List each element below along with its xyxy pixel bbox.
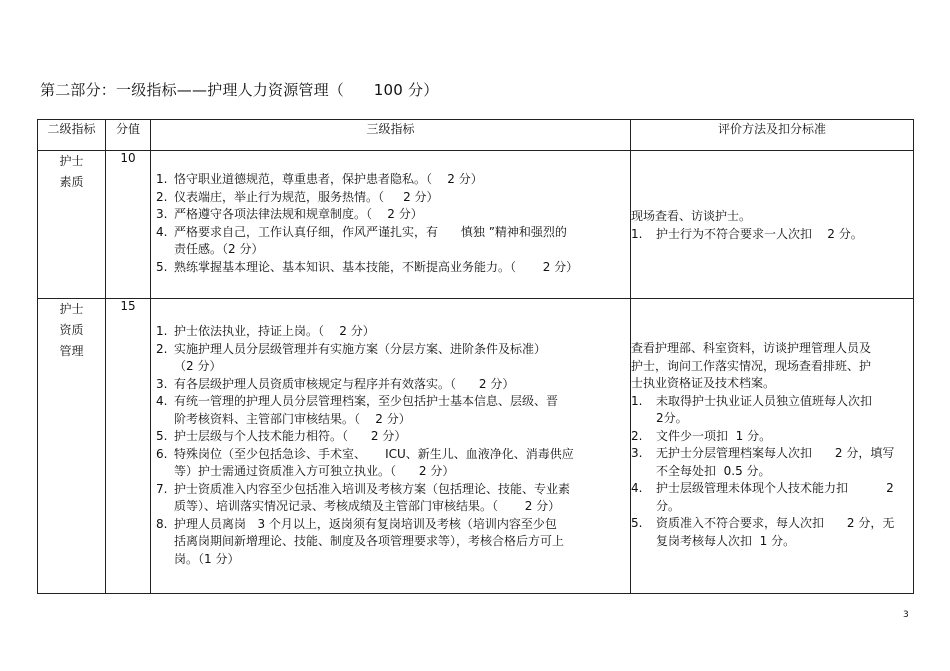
- evaluation-intro: 现场查看、访谈护士。: [631, 209, 752, 223]
- item-text: 有统一管理的护理人员分层管理档案，至少包括护士基本信息、层级、晋 阶考核资料、主管部门审核结果。（ 2 分）: [174, 394, 559, 426]
- list-item: [153, 516, 624, 569]
- item-text: 严格遵守各项法律法规和规章制度。（ 2 分）: [174, 207, 423, 221]
- category-label: 护士 资质 管理: [59, 302, 84, 358]
- list-item: [153, 323, 624, 341]
- item-text: 恪守职业道德规范，尊重患者，保护患者隐私。（ 2 分）: [174, 172, 483, 186]
- list-item: [631, 393, 913, 428]
- item-number: 2.: [631, 428, 643, 443]
- list-item: [153, 171, 624, 189]
- indicators-cell: [151, 299, 631, 594]
- list-item: [153, 428, 624, 446]
- item-number: 2.: [156, 341, 168, 356]
- item-number: 6.: [156, 446, 168, 461]
- item-text: 资质准入不符合要求，每人次扣 2 分，无 复岗考核每人次扣 1 分。: [656, 516, 895, 548]
- evaluation-intro: 查看护理部、科室资料，访谈护理管理人员及 护士，询问工作落实情况，现场查看排班、护 士执业资格证及技术档案。: [631, 341, 872, 390]
- score-cell: 10: [106, 151, 151, 299]
- indicator-list: [151, 299, 630, 568]
- score-cell: 15: [106, 299, 151, 594]
- item-number: 1.: [156, 324, 168, 338]
- item-number: 8.: [156, 516, 168, 531]
- item-number: 3.: [156, 207, 168, 221]
- item-number: 5.: [156, 259, 168, 274]
- indicator-list: [151, 151, 630, 276]
- item-number: 3.: [156, 376, 168, 391]
- item-text: 未取得护士执业证人员独立值班每人次扣 2分。: [656, 393, 873, 425]
- list-item: [153, 224, 624, 259]
- list-item: [631, 480, 913, 515]
- item-number: 1.: [631, 393, 643, 408]
- item-text: 仪表端庄，举止行为规范，服务热情。（ 2 分）: [174, 189, 439, 204]
- header-score: 分值: [106, 120, 151, 151]
- table-header-row: [38, 120, 914, 151]
- indicators-cell: [151, 151, 631, 299]
- item-number: 1.: [156, 172, 168, 186]
- item-text: 护理人员离岗 3 个月以上，返岗须有复岗培训及考核（培训内容至少包 括离岗期间新增理论、技能、制度及各项管理要求等），考核合格后方可上 岗。（1 分）: [174, 516, 565, 566]
- item-text: 严格要求自己，工作认真仔细，作风严谨扎实，有 慎独 ”精神和强烈的 责任感。（2 分）: [174, 224, 567, 256]
- list-item: [153, 259, 624, 277]
- list-item: [153, 341, 624, 376]
- item-number: 1.: [631, 226, 643, 241]
- page-title: 第二部分：一级指标——护理人力资源管理（ 100 分）: [40, 81, 439, 99]
- evaluation-cell: [631, 151, 914, 299]
- item-text: 护士行为不符合要求一人次扣 2 分。: [656, 226, 863, 241]
- table-row-nurse-quality: [38, 151, 914, 299]
- list-item: [153, 206, 624, 224]
- list-item: [631, 226, 913, 244]
- header-category: 二级指标: [38, 120, 106, 151]
- item-number: 5.: [631, 516, 643, 530]
- item-text: 无护士分层管理档案每人次扣 2 分，填写 不全每处扣 0.5 分。: [656, 446, 895, 478]
- item-text: 实施护理人员分层级管理并有实施方案（分层方案、进阶条件及标准） （2 分）: [174, 341, 547, 373]
- item-number: 4.: [156, 394, 168, 408]
- table-row-qualification-management: [38, 299, 914, 594]
- item-text: 护士资质准入内容至少包括准入培训及考核方案（包括理论、技能、专业素 质等）、培训落实情况记录、考核成绩及主管部门审核结果。（ 2 分）: [174, 481, 571, 513]
- category-label: 护士 素质: [59, 154, 84, 189]
- list-item: [631, 428, 913, 446]
- item-number: 4.: [156, 224, 168, 239]
- item-text: 有各层级护理人员资质审核规定与程序并有效落实。（ 2 分）: [174, 376, 515, 391]
- list-item: [153, 446, 624, 481]
- list-item: [153, 376, 624, 394]
- item-number: 5.: [156, 429, 168, 443]
- evaluation-list: [631, 226, 913, 244]
- header-evaluation: 评价方法及扣分标准: [631, 120, 914, 151]
- item-text: 文件少一项扣 1 分。: [656, 428, 772, 443]
- evaluation-cell: [631, 299, 914, 594]
- page-number: 3: [903, 610, 909, 620]
- list-item: [631, 515, 913, 550]
- list-item: [153, 481, 624, 516]
- item-text: 熟练掌握基本理论、基本知识、基本技能，不断提高业务能力。（ 2 分）: [174, 259, 579, 274]
- item-number: 7.: [156, 481, 168, 496]
- list-item: [631, 445, 913, 480]
- header-indicators: 三级指标: [151, 120, 631, 151]
- item-text: 护士层级管理未体现个人技术能力扣 2 分。: [656, 481, 894, 513]
- indicator-table: [37, 119, 914, 594]
- item-text: 特殊岗位（至少包括急诊、手术室、 ICU、新生儿、血液净化、消毒供应 等）护士需通过资质准入方可独立执业。（ 2 分）: [174, 446, 574, 478]
- item-text: 护士依法执业，持证上岗。（ 2 分）: [174, 324, 375, 338]
- list-item: [153, 189, 624, 207]
- item-number: 2.: [156, 189, 168, 204]
- item-text: 护士层级与个人技术能力相符。（ 2 分）: [174, 429, 407, 443]
- category-cell: [38, 151, 106, 299]
- item-number: 4.: [631, 481, 643, 495]
- evaluation-list: [631, 393, 913, 551]
- category-cell: [38, 299, 106, 594]
- list-item: [153, 393, 624, 428]
- item-number: 3.: [631, 446, 643, 460]
